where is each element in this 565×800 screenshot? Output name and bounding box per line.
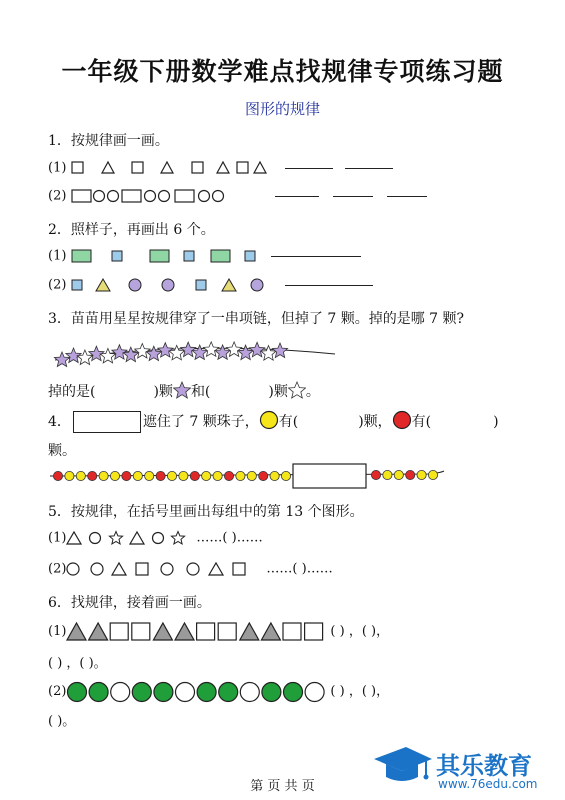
red-bead-icon — [392, 410, 412, 430]
purple-star — [181, 342, 196, 357]
yellow-bead — [213, 471, 222, 480]
q3-answer-mid3: )颗 — [268, 384, 288, 400]
blue-square — [112, 251, 122, 261]
q5-row2 — [48, 561, 333, 577]
yellow-bead — [417, 470, 426, 479]
white-square — [111, 623, 129, 640]
circle-shape — [67, 563, 79, 575]
filled-star-icon — [173, 381, 191, 399]
white-square — [197, 623, 215, 640]
circle-shape — [161, 563, 173, 575]
star-shape — [110, 532, 123, 544]
green-circle — [262, 682, 281, 701]
white-square — [305, 623, 323, 640]
q3-answer — [48, 381, 320, 401]
triangle-shape — [209, 563, 223, 575]
q6-row1-paren: ( ) ，( )， — [330, 624, 390, 639]
yellow-bead-icon — [259, 410, 279, 430]
circle-shape — [93, 191, 104, 202]
q4-red-text: 有( — [411, 414, 432, 430]
q6-row2-label: (2) — [48, 684, 67, 699]
white-circle — [306, 682, 325, 701]
yellow-bead — [145, 471, 154, 480]
gray-triangle — [240, 623, 259, 640]
gray-triangle — [89, 623, 108, 640]
q2-row1-blank[interactable] — [271, 255, 361, 257]
yellow-bead — [65, 471, 74, 480]
bead-string — [48, 462, 448, 492]
purple-star — [158, 343, 173, 357]
page-subtitle: 图形的规律 — [244, 100, 320, 118]
q3-answer-mid2: 和( — [190, 384, 211, 400]
star-necklace — [50, 332, 340, 372]
q5-row2-shapes — [66, 561, 266, 577]
white-square — [132, 623, 150, 640]
red-bead — [156, 471, 165, 480]
logo-url: www.76edu.com — [438, 777, 538, 791]
cover-box — [73, 411, 141, 433]
white-star — [204, 342, 219, 356]
q5-row1-tail: ……( )…… — [196, 530, 263, 546]
q1-row2-label: (2) — [48, 188, 67, 204]
q6-row2-line2: ( )。 — [48, 714, 76, 729]
yellow-bead — [394, 470, 403, 479]
red-bead — [122, 471, 131, 480]
green-circle — [284, 682, 303, 701]
q1-row2-blank[interactable] — [275, 195, 319, 197]
yellow-bead — [236, 471, 245, 480]
triangle-shape — [102, 162, 114, 173]
yellow-triangle — [96, 279, 110, 291]
q6-row2 — [48, 680, 389, 703]
q2-row1-shapes — [71, 248, 267, 264]
yellow-bead — [179, 471, 188, 480]
purple-star — [112, 345, 127, 360]
outline-star-icon — [288, 381, 306, 399]
white-circle — [176, 682, 195, 701]
yellow-bead — [99, 471, 108, 480]
triangle-shape — [161, 162, 173, 173]
red-bead — [53, 471, 62, 480]
q1-row1-label: (1) — [48, 160, 67, 176]
square-shape — [237, 162, 248, 173]
q3-answer-end: 。 — [305, 384, 320, 400]
page-footer: 第 页 共 页 — [250, 779, 315, 794]
q3-answer-prefix: 掉的是( — [48, 384, 96, 400]
green-rect — [72, 250, 91, 262]
triangle-shape — [112, 563, 126, 575]
yellow-bead — [76, 471, 85, 480]
q2-row1 — [48, 248, 361, 264]
q1-row1 — [48, 160, 393, 176]
q5-row2-label: (2) — [48, 561, 67, 577]
rect-shape — [122, 190, 141, 202]
green-circle — [154, 682, 173, 701]
white-circle — [241, 682, 260, 701]
square-shape — [192, 162, 203, 173]
gray-triangle — [175, 623, 194, 640]
yellow-bead — [383, 470, 392, 479]
square-shape — [72, 162, 83, 173]
green-circle — [90, 682, 109, 701]
q2-heading: 2．照样子，再画出 6 个。 — [48, 222, 215, 238]
square-shape — [132, 162, 143, 173]
blue-square — [184, 251, 194, 261]
circle-shape — [107, 191, 118, 202]
red-bead — [224, 471, 233, 480]
yellow-bead — [281, 471, 290, 480]
rect-shape — [175, 190, 194, 202]
square-shape — [233, 563, 245, 575]
q5-row1 — [48, 530, 263, 546]
q1-row2-blank[interactable] — [333, 195, 373, 197]
logo-name: 其乐教育 — [436, 752, 532, 780]
red-bead — [406, 470, 415, 479]
q5-row2-tail: ……( )…… — [266, 561, 333, 577]
square-shape — [136, 563, 148, 575]
yellow-bead — [247, 471, 256, 480]
q4-heading — [48, 410, 499, 433]
yellow-bead — [110, 471, 119, 480]
white-square — [219, 623, 237, 640]
green-circle — [198, 682, 217, 701]
yellow-triangle — [222, 279, 236, 291]
q4-heading-text: 遮住了 7 颗珠子， — [142, 414, 259, 430]
q1-heading: 1．按规律画一画。 — [48, 133, 169, 149]
q6-row1-label: (1) — [48, 624, 67, 639]
q5-row1-label: (1) — [48, 530, 67, 546]
q6-row1-line2: ( ) ，( )。 — [48, 656, 107, 671]
purple-circle — [129, 279, 141, 291]
q6-row1 — [48, 620, 389, 643]
q3-heading: 3．苗苗用星星按规律穿了一串项链，但掉了 7 颗。掉的是哪 7 颗? — [48, 311, 465, 327]
green-rect — [211, 250, 230, 262]
q4-red-close: ) — [493, 414, 499, 430]
q6-row2-shapes — [66, 681, 330, 703]
q2-row2-shapes — [71, 277, 281, 293]
circle-shape — [91, 563, 103, 575]
star-shape — [172, 532, 185, 544]
yellow-bead — [428, 470, 437, 479]
bead-cover-box — [293, 464, 366, 488]
circle-shape — [144, 191, 155, 202]
q6-heading: 6．找规律，接着画一画。 — [48, 595, 211, 611]
q1-row1-blank[interactable] — [345, 167, 393, 169]
q5-row1-shapes — [66, 530, 196, 546]
triangle-shape — [254, 162, 266, 173]
yellow-bead — [133, 471, 142, 480]
gray-triangle — [262, 623, 281, 640]
triangle-shape — [130, 532, 144, 544]
circle-shape — [90, 533, 101, 544]
green-circle — [68, 682, 87, 701]
red-bead — [371, 470, 380, 479]
green-circle — [219, 682, 238, 701]
q4-yellow-close: )颗， — [358, 414, 392, 430]
circle-shape — [198, 191, 209, 202]
purple-circle — [251, 279, 263, 291]
yellow-bead — [202, 471, 211, 480]
rect-shape — [72, 190, 91, 202]
triangle-shape — [217, 162, 229, 173]
page-title: 一年级下册数学难点找规律专项练习题 — [61, 57, 504, 86]
purple-circle — [162, 279, 174, 291]
yellow-bead — [270, 471, 279, 480]
purple-star — [272, 343, 287, 358]
circle-shape — [187, 563, 199, 575]
white-star — [135, 344, 150, 359]
white-circle — [111, 682, 130, 701]
green-rect — [150, 250, 169, 262]
circle-shape — [158, 191, 169, 202]
q2-row2-label: (2) — [48, 277, 67, 293]
blue-square — [245, 251, 255, 261]
white-square — [283, 623, 301, 640]
q1-row2-shapes — [71, 188, 271, 204]
circle-shape — [153, 533, 164, 544]
triangle-shape — [67, 532, 81, 544]
q2-row1-label: (1) — [48, 248, 67, 264]
q6-row2-paren: ( ) ，( )， — [330, 684, 390, 699]
q4-number: 4． — [48, 414, 71, 430]
red-bead — [259, 471, 268, 480]
q1-row2-blank[interactable] — [387, 195, 427, 197]
blue-square — [72, 280, 82, 290]
gray-triangle — [67, 623, 86, 640]
circle-shape — [212, 191, 223, 202]
q4-yellow-text: 有( — [278, 414, 299, 430]
q4-second-line: 颗。 — [48, 443, 76, 459]
q2-row2-blank[interactable] — [285, 284, 373, 286]
gray-triangle — [154, 623, 173, 640]
q3-answer-mid1: )颗 — [153, 384, 173, 400]
red-bead — [88, 471, 97, 480]
q5-heading: 5．按规律，在括号里画出每组中的第 13 个图形。 — [48, 504, 364, 520]
blue-square — [196, 280, 206, 290]
white-star — [227, 342, 242, 357]
yellow-bead — [167, 471, 176, 480]
red-bead — [190, 471, 199, 480]
q1-row1-shapes — [71, 160, 271, 176]
q1-row1-blank[interactable] — [285, 167, 333, 169]
green-circle — [133, 682, 152, 701]
q2-row2 — [48, 277, 373, 293]
q6-row1-shapes — [66, 621, 330, 643]
purple-star — [249, 342, 264, 357]
q1-row2 — [48, 188, 427, 204]
